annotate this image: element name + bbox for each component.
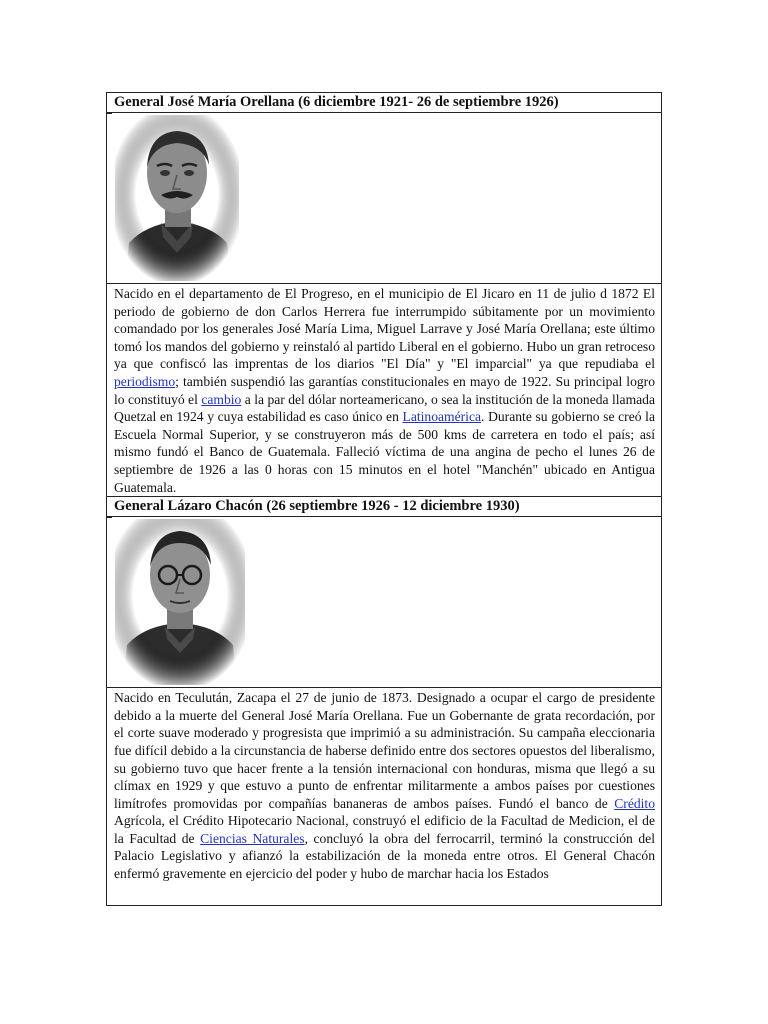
- body-text-run: Agrícola, el Crédito Hipotecario Nacional, construyó el edificio de la Facultad de Medicion, el de la Facultad de: [114, 813, 655, 846]
- body-link-cambio[interactable]: cambio: [201, 391, 242, 407]
- photo-row-chacon: [107, 517, 661, 688]
- body-text-run: Nacido en Teculután, Zacapa el 27 de junio de 1873. Designado a ocupar el cargo de presidente debido a la muerte del General José María Orellana. Fue un Gobernante de grata recordación, por el corte suave moderado y progresista que imprimió a su administración. Su campaña eleccionaria fue difícil debido a la circunstancia de haberse definido entre dos sectores opuestos del liberalismo, su gobierno tuvo que hacer frente a la tensión internacional con honduras, misma que llegó a su clímax en 1929 y que estuvo a punto de enfrentar militarmente a ambos países por cuestiones limítrofes promovidas por compañías bananeras de ambos países. Fundó el banco de: [114, 690, 655, 811]
- body-link-periodismo[interactable]: periodismo: [114, 373, 176, 389]
- portrait-chacon: [115, 519, 245, 685]
- section-title-chacon: General Lázaro Chacón (26 septiembre 1926 - 12 diciembre 1930): [107, 497, 661, 517]
- body-text-run: Nacido en el departamento de El Progreso, en el municipio de El Jicaro en 11 de julio d 1872 El periodo de gobierno de don Carlos Herrera fue interrumpido súbitamente por un movimiento comandado por los generales José María Lima, Miguel Larrave y José María Orellana; este último tomó los mandos del gobierno y reinstaló al partido Liberal en el gobierno. Hubo un gran retroceso ya que confiscó las imprentas de los diarios "El Día" y "El imparcial" ya que repudiaba el: [114, 286, 655, 372]
- portrait-orellana: [115, 115, 239, 281]
- section-body-chacon: [107, 688, 661, 905]
- body-text-run: a la par del dólar norteamericano, o sea la institución de la moneda llamada Quetzal en 1924 y cuya estabilidad es caso único en: [114, 391, 656, 425]
- body-link-crédito[interactable]: Crédito: [614, 795, 655, 811]
- body-link-latinoamérica[interactable]: Latinoamérica: [402, 409, 482, 425]
- section-body-orellana: [107, 284, 661, 497]
- body-text-run: ; también suspendió las garantías constitucionales en mayo de 1922. Su principal logro lo constituyó el: [114, 373, 655, 407]
- body-link-ciencias-naturales[interactable]: Ciencias Naturales: [200, 830, 305, 846]
- photo-row-orellana: [107, 113, 661, 284]
- section-title-orellana: General José María Orellana (6 diciembre 1921- 26 de septiembre 1926): [107, 93, 661, 113]
- body-text-run: . Durante su gobierno se creó la Escuela Normal Superior, y se construyeron más de 500 kms de carretera en todo el país; así mismo fundó el Banco de Guatemala. Falleció víctima de una angina de pecho el lunes 26 de septiembre de 1926 a las 0 horas con 15 minutos en el hotel "Manchén" ubicado en Antigua Guatemala.: [114, 409, 655, 495]
- document-table: [106, 92, 662, 906]
- body-text-run: , concluyó la obra del ferrocarril, terminó la construcción del Palacio Legislativo y afianzó la estabilización de la moneda entre otros. El General Chacón enfermó gravemente en ejercicio del poder y hubo de marchar hacia los Estados: [114, 830, 655, 882]
